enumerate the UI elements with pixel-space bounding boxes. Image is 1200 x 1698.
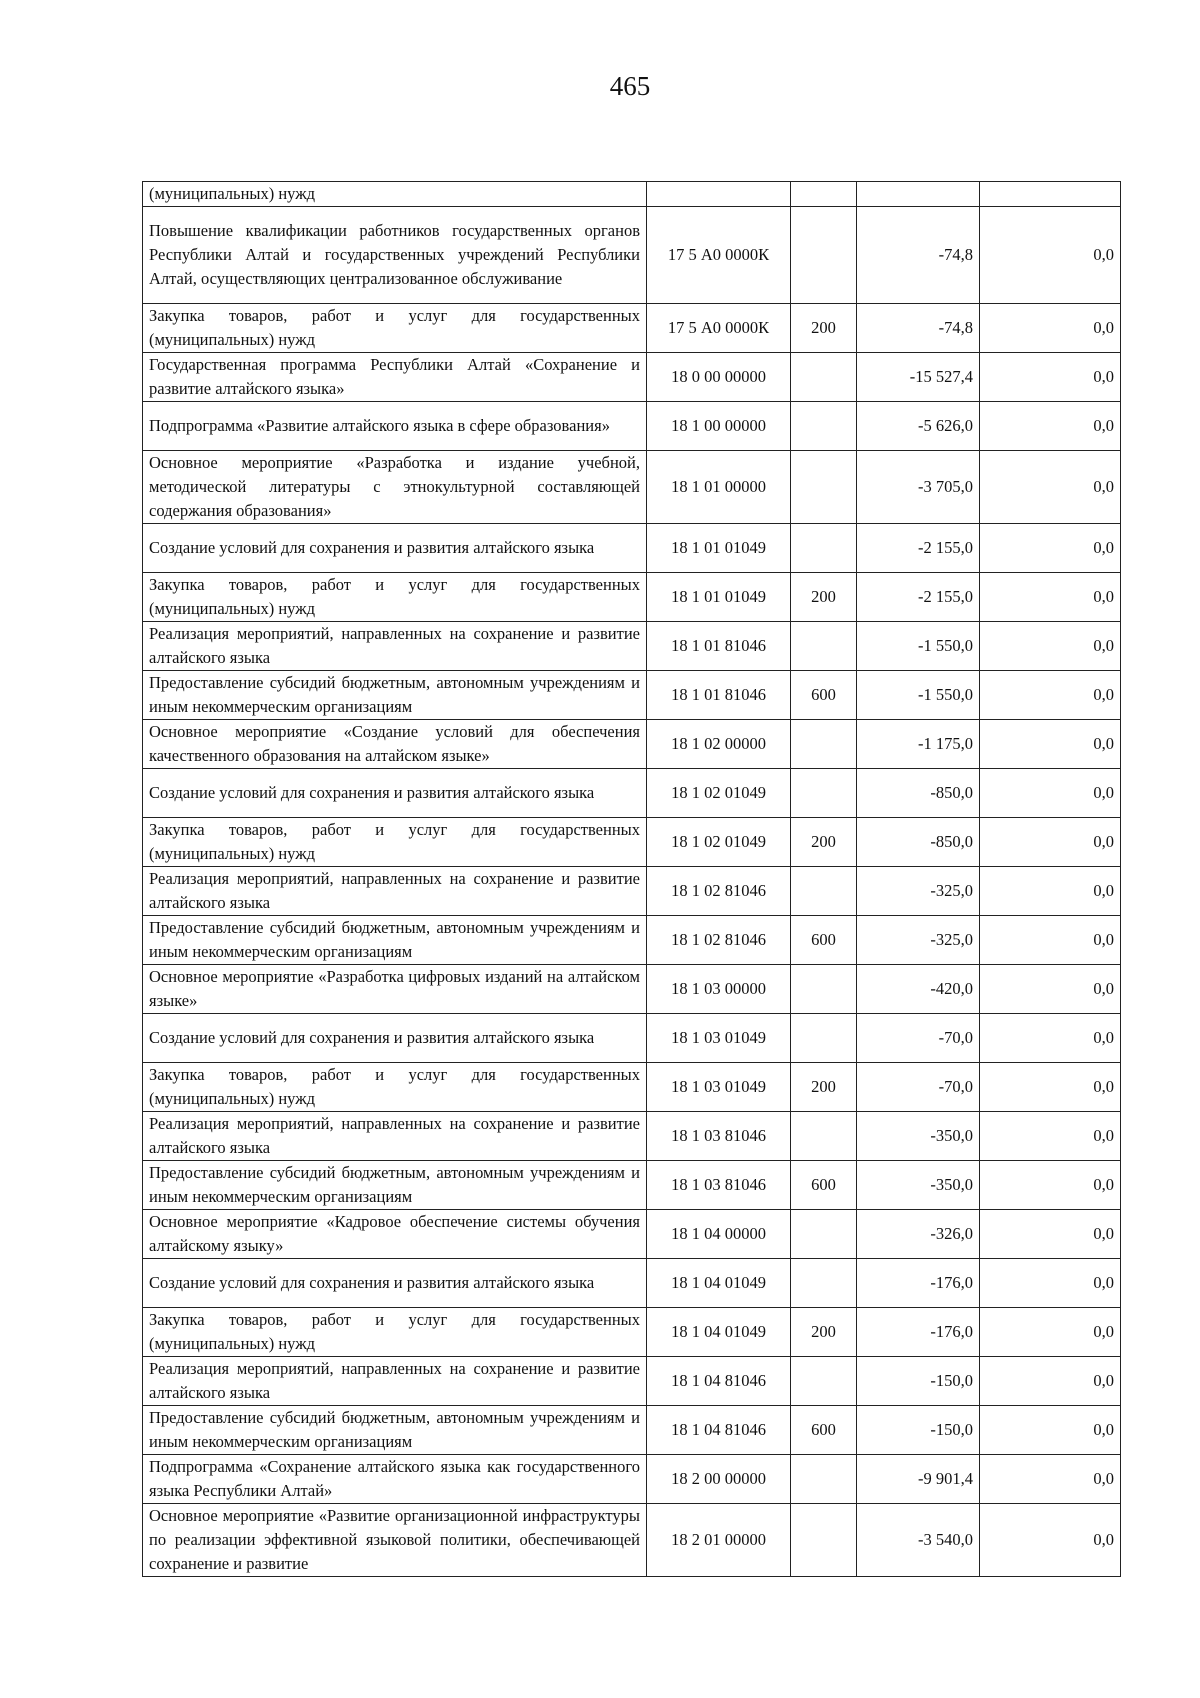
row-amount-next-cell: 0,0 bbox=[980, 207, 1121, 304]
row-code-cell: 18 1 02 01049 bbox=[647, 769, 791, 818]
table-row bbox=[143, 1504, 1121, 1577]
row-expense-type-cell: 200 bbox=[791, 573, 857, 622]
table-row bbox=[143, 671, 1121, 720]
row-amount-cell: -74,8 bbox=[857, 304, 980, 353]
row-amount-next-cell: 0,0 bbox=[980, 304, 1121, 353]
row-expense-type-cell bbox=[791, 182, 857, 207]
row-expense-type-cell: 600 bbox=[791, 671, 857, 720]
table-row bbox=[143, 769, 1121, 818]
row-amount-next-cell: 0,0 bbox=[980, 1063, 1121, 1112]
row-expense-type-cell bbox=[791, 1504, 857, 1577]
row-name-cell: Реализация мероприятий, направленных на сохранение и развитие алтайского языка bbox=[143, 1357, 647, 1406]
row-amount-next-cell: 0,0 bbox=[980, 965, 1121, 1014]
row-name-cell: Государственная программа Республики Алтай «Сохранение и развитие алтайского языка» bbox=[143, 353, 647, 402]
row-amount-next-cell: 0,0 bbox=[980, 720, 1121, 769]
row-amount-cell: -1 550,0 bbox=[857, 671, 980, 720]
row-code-cell: 18 1 03 01049 bbox=[647, 1063, 791, 1112]
row-amount-next-cell: 0,0 bbox=[980, 818, 1121, 867]
table-row bbox=[143, 622, 1121, 671]
row-expense-type-cell: 200 bbox=[791, 818, 857, 867]
row-amount-next-cell: 0,0 bbox=[980, 1112, 1121, 1161]
row-amount-next-cell: 0,0 bbox=[980, 1014, 1121, 1063]
row-amount-cell: -1 175,0 bbox=[857, 720, 980, 769]
row-code-cell: 18 1 01 81046 bbox=[647, 671, 791, 720]
row-amount-next-cell: 0,0 bbox=[980, 1504, 1121, 1577]
table-row bbox=[143, 1014, 1121, 1063]
row-name-cell: Закупка товаров, работ и услуг для государственных (муниципальных) нужд bbox=[143, 1308, 647, 1357]
row-name-cell: Предоставление субсидий бюджетным, автономным учреждениям и иным некоммерческим организациям bbox=[143, 1161, 647, 1210]
row-expense-type-cell bbox=[791, 769, 857, 818]
row-amount-cell: -3 540,0 bbox=[857, 1504, 980, 1577]
row-amount-cell: -325,0 bbox=[857, 916, 980, 965]
row-amount-next-cell bbox=[980, 182, 1121, 207]
table-row bbox=[143, 524, 1121, 573]
page-number: 465 bbox=[609, 71, 651, 101]
table-row bbox=[143, 1063, 1121, 1112]
row-code-cell: 18 1 04 01049 bbox=[647, 1259, 791, 1308]
table-row bbox=[143, 402, 1121, 451]
row-name-cell: Предоставление субсидий бюджетным, автономным учреждениям и иным некоммерческим организациям bbox=[143, 671, 647, 720]
row-code-cell: 18 1 03 01049 bbox=[647, 1014, 791, 1063]
row-expense-type-cell bbox=[791, 207, 857, 304]
row-expense-type-cell bbox=[791, 1210, 857, 1259]
row-amount-cell: -420,0 bbox=[857, 965, 980, 1014]
table-row bbox=[143, 1259, 1121, 1308]
row-name-cell: Реализация мероприятий, направленных на сохранение и развитие алтайского языка bbox=[143, 622, 647, 671]
row-amount-cell: -2 155,0 bbox=[857, 573, 980, 622]
row-name-cell: Предоставление субсидий бюджетным, автономным учреждениям и иным некоммерческим организациям bbox=[143, 1406, 647, 1455]
row-amount-cell: -9 901,4 bbox=[857, 1455, 980, 1504]
row-code-cell: 18 1 01 01049 bbox=[647, 573, 791, 622]
table-row bbox=[143, 1455, 1121, 1504]
row-amount-cell: -2 155,0 bbox=[857, 524, 980, 573]
table-row bbox=[143, 1406, 1121, 1455]
row-expense-type-cell bbox=[791, 1357, 857, 1406]
row-code-cell: 18 1 00 00000 bbox=[647, 402, 791, 451]
row-name-cell: Подпрограмма «Развитие алтайского языка в сфере образования» bbox=[143, 402, 647, 451]
row-name-cell: Закупка товаров, работ и услуг для государственных (муниципальных) нужд bbox=[143, 818, 647, 867]
row-code-cell: 17 5 А0 0000К bbox=[647, 304, 791, 353]
row-expense-type-cell bbox=[791, 1014, 857, 1063]
row-amount-cell: -325,0 bbox=[857, 867, 980, 916]
table-row bbox=[143, 1210, 1121, 1259]
row-expense-type-cell bbox=[791, 720, 857, 769]
table-row bbox=[143, 573, 1121, 622]
table-row bbox=[143, 451, 1121, 524]
row-amount-next-cell: 0,0 bbox=[980, 524, 1121, 573]
row-name-cell: Основное мероприятие «Разработка цифровых изданий на алтайском языке» bbox=[143, 965, 647, 1014]
row-amount-cell: -70,0 bbox=[857, 1063, 980, 1112]
row-code-cell: 18 1 02 01049 bbox=[647, 818, 791, 867]
row-amount-cell: -150,0 bbox=[857, 1357, 980, 1406]
table-row bbox=[143, 182, 1121, 207]
row-amount-cell: -1 550,0 bbox=[857, 622, 980, 671]
row-code-cell: 18 1 03 00000 bbox=[647, 965, 791, 1014]
row-expense-type-cell bbox=[791, 867, 857, 916]
row-code-cell: 18 1 04 00000 bbox=[647, 1210, 791, 1259]
row-amount-cell: -176,0 bbox=[857, 1308, 980, 1357]
table-row bbox=[143, 1308, 1121, 1357]
row-amount-next-cell: 0,0 bbox=[980, 769, 1121, 818]
row-expense-type-cell bbox=[791, 1259, 857, 1308]
row-amount-cell: -850,0 bbox=[857, 769, 980, 818]
budget-table-body bbox=[143, 182, 1121, 1577]
row-name-cell: Предоставление субсидий бюджетным, автономным учреждениям и иным некоммерческим организациям bbox=[143, 916, 647, 965]
table-row bbox=[143, 1161, 1121, 1210]
row-amount-cell: -70,0 bbox=[857, 1014, 980, 1063]
row-expense-type-cell bbox=[791, 965, 857, 1014]
row-name-cell: Основное мероприятие «Кадровое обеспечение системы обучения алтайскому языку» bbox=[143, 1210, 647, 1259]
table-row bbox=[143, 353, 1121, 402]
row-name-cell: Создание условий для сохранения и развития алтайского языка bbox=[143, 524, 647, 573]
row-expense-type-cell: 200 bbox=[791, 304, 857, 353]
row-expense-type-cell bbox=[791, 402, 857, 451]
row-amount-cell: -326,0 bbox=[857, 1210, 980, 1259]
row-expense-type-cell: 200 bbox=[791, 1308, 857, 1357]
row-name-cell: Основное мероприятие «Разработка и издание учебной, методической литературы с этнокультурной составляющей содержания образования» bbox=[143, 451, 647, 524]
row-code-cell: 18 1 04 81046 bbox=[647, 1357, 791, 1406]
row-code-cell: 18 1 04 81046 bbox=[647, 1406, 791, 1455]
row-amount-cell: -15 527,4 bbox=[857, 353, 980, 402]
row-amount-cell: -176,0 bbox=[857, 1259, 980, 1308]
row-amount-cell: -150,0 bbox=[857, 1406, 980, 1455]
table-row bbox=[143, 1112, 1121, 1161]
row-code-cell: 18 1 02 81046 bbox=[647, 867, 791, 916]
row-amount-next-cell: 0,0 bbox=[980, 402, 1121, 451]
row-amount-next-cell: 0,0 bbox=[980, 916, 1121, 965]
row-name-cell: Закупка товаров, работ и услуг для государственных (муниципальных) нужд bbox=[143, 304, 647, 353]
row-code-cell: 17 5 А0 0000К bbox=[647, 207, 791, 304]
table-row bbox=[143, 916, 1121, 965]
table-row bbox=[143, 720, 1121, 769]
row-code-cell: 18 1 02 00000 bbox=[647, 720, 791, 769]
row-amount-next-cell: 0,0 bbox=[980, 1357, 1121, 1406]
row-expense-type-cell: 600 bbox=[791, 1161, 857, 1210]
row-name-cell: Создание условий для сохранения и развития алтайского языка bbox=[143, 1014, 647, 1063]
row-name-cell: Закупка товаров, работ и услуг для государственных (муниципальных) нужд bbox=[143, 1063, 647, 1112]
row-code-cell: 18 2 01 00000 bbox=[647, 1504, 791, 1577]
row-code-cell: 18 1 03 81046 bbox=[647, 1112, 791, 1161]
row-code-cell: 18 1 04 01049 bbox=[647, 1308, 791, 1357]
row-name-cell: Создание условий для сохранения и развития алтайского языка bbox=[143, 1259, 647, 1308]
row-code-cell: 18 1 02 81046 bbox=[647, 916, 791, 965]
row-amount-next-cell: 0,0 bbox=[980, 1455, 1121, 1504]
budget-table bbox=[142, 181, 1121, 1577]
row-amount-next-cell: 0,0 bbox=[980, 1259, 1121, 1308]
table-row bbox=[143, 965, 1121, 1014]
row-name-cell: Реализация мероприятий, направленных на сохранение и развитие алтайского языка bbox=[143, 867, 647, 916]
row-name-cell: Реализация мероприятий, направленных на сохранение и развитие алтайского языка bbox=[143, 1112, 647, 1161]
row-expense-type-cell bbox=[791, 622, 857, 671]
row-code-cell: 18 0 00 00000 bbox=[647, 353, 791, 402]
table-row bbox=[143, 818, 1121, 867]
row-name-cell: Закупка товаров, работ и услуг для государственных (муниципальных) нужд bbox=[143, 573, 647, 622]
row-code-cell: 18 1 01 00000 bbox=[647, 451, 791, 524]
row-amount-next-cell: 0,0 bbox=[980, 353, 1121, 402]
row-code-cell bbox=[647, 182, 791, 207]
row-name-cell: Подпрограмма «Сохранение алтайского языка как государственного языка Республики Алтай» bbox=[143, 1455, 647, 1504]
row-code-cell: 18 1 01 81046 bbox=[647, 622, 791, 671]
row-expense-type-cell: 600 bbox=[791, 1406, 857, 1455]
row-amount-next-cell: 0,0 bbox=[980, 451, 1121, 524]
row-code-cell: 18 2 00 00000 bbox=[647, 1455, 791, 1504]
row-amount-cell: -350,0 bbox=[857, 1161, 980, 1210]
row-amount-next-cell: 0,0 bbox=[980, 1210, 1121, 1259]
row-name-cell: Повышение квалификации работников государственных органов Республики Алтай и государственных учреждений Республики Алтай, осуществляющих централизованное обслуживание bbox=[143, 207, 647, 304]
row-amount-next-cell: 0,0 bbox=[980, 1406, 1121, 1455]
row-amount-cell: -850,0 bbox=[857, 818, 980, 867]
row-expense-type-cell bbox=[791, 1112, 857, 1161]
row-amount-next-cell: 0,0 bbox=[980, 622, 1121, 671]
row-name-cell: Создание условий для сохранения и развития алтайского языка bbox=[143, 769, 647, 818]
table-row bbox=[143, 1357, 1121, 1406]
row-name-cell: Основное мероприятие «Создание условий для обеспечения качественного образования на алтайском языке» bbox=[143, 720, 647, 769]
row-expense-type-cell: 200 bbox=[791, 1063, 857, 1112]
row-name-cell: Основное мероприятие «Развитие организационной инфраструктуры по реализации эффективной языковой политики, обеспечивающей сохранение и развитие bbox=[143, 1504, 647, 1577]
table-row bbox=[143, 207, 1121, 304]
row-name-cell: (муниципальных) нужд bbox=[143, 182, 647, 207]
row-amount-next-cell: 0,0 bbox=[980, 1161, 1121, 1210]
row-amount-next-cell: 0,0 bbox=[980, 671, 1121, 720]
row-amount-cell bbox=[857, 182, 980, 207]
row-amount-next-cell: 0,0 bbox=[980, 573, 1121, 622]
row-expense-type-cell bbox=[791, 1455, 857, 1504]
row-expense-type-cell: 600 bbox=[791, 916, 857, 965]
row-code-cell: 18 1 01 01049 bbox=[647, 524, 791, 573]
row-amount-next-cell: 0,0 bbox=[980, 1308, 1121, 1357]
row-amount-cell: -5 626,0 bbox=[857, 402, 980, 451]
row-amount-cell: -3 705,0 bbox=[857, 451, 980, 524]
row-expense-type-cell bbox=[791, 524, 857, 573]
row-expense-type-cell bbox=[791, 451, 857, 524]
row-amount-cell: -74,8 bbox=[857, 207, 980, 304]
row-expense-type-cell bbox=[791, 353, 857, 402]
row-amount-next-cell: 0,0 bbox=[980, 867, 1121, 916]
table-row bbox=[143, 304, 1121, 353]
row-amount-cell: -350,0 bbox=[857, 1112, 980, 1161]
table-row bbox=[143, 867, 1121, 916]
row-code-cell: 18 1 03 81046 bbox=[647, 1161, 791, 1210]
